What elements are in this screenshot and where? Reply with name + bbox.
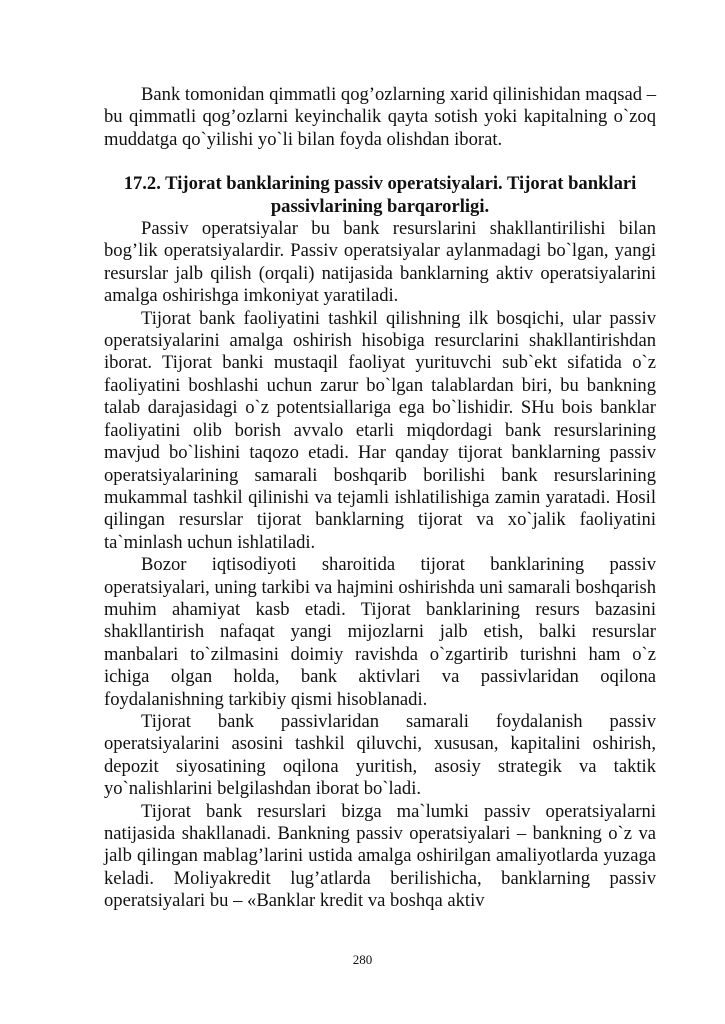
intro-paragraph: Bank tomonidan qimmatli qog’ozlarning xarid qilinishidan maqsad – bu qimmatli qog’ozlarni keyinchalik qayta sotish yoki kapitalning o`zoq muddatga qo`yilishi yo`li bilan foyda olishdan iborat. (104, 84, 656, 150)
section-spacer (104, 151, 656, 173)
paragraph-5: Tijorat bank resurslari bizga ma`lumki passiv operatsiyalarni natijasida shakllanadi. Bankning passiv operatsiyalari – bankning o`z va jalb qilingan mablag’larini ustida amalga oshirilgan amaliyotlarda yuzaga keladi. Moliyakredit lug’atlarda berilishicha, banklarning passiv operatsiyalari bu – «Banklar kredit va boshqa aktiv (104, 800, 656, 912)
section-heading: 17.2. Tijorat banklarining passiv operatsiyalari. Tijorat banklari passivlarining barqarorligi. (123, 173, 637, 217)
paragraph-4: Tijorat bank passivlaridan samarali foydalanish passiv operatsiyalarini asosini tashkil qiluvchi, xususan, kapitalini oshirish, depozit siyosatining oqilona yuritish, asosiy strategik va taktik yo`nalishlarini belgilashdan iborat bo`ladi. (104, 710, 656, 800)
paragraph-2: Tijorat bank faoliyatini tashkil qilishning ilk bosqichi, ular passiv operatsiyalarini amalga oshirish hisobiga resurclarini shakllantirishdan iborat. Tijorat banki mustaqil faoliyat yurituvchi sub`ekt sifatida o`z faoliyatini boshlashi uchun zarur bo`lgan talablardan biri, bu bankning talab darajasidagi o`z potentsiallariga ega bo`lishidir. SHu bois banklar faoliyatini olib borish avvalo etarli miqdordagi bank resurslarining mavjud bo`lishini taqozo etadi. Har qanday tijorat banklarning passiv operatsiyalarining samarali boshqarib borilishi bank resurslarining mukammal tashkil qilinishi va tejamli ishlatilishiga zamin yaratadi. Hosil qilingan resurslar tijorat banklarning tijorat va xo`jalik faoliyatini ta`minlash uchun ishlatiladi. (104, 307, 656, 553)
paragraph-1: Passiv operatsiyalar bu bank resurslarini shakllantirilishi bilan bog’lik operatsiyalardir. Passiv operatsiyalar aylanmadagi bo`lgan, yangi resurslar jalb qilish (orqali) natijasida banklarning aktiv operatsiyalarini amalga oshirishga imkoniyat yaratiladi. (104, 218, 656, 307)
paragraph-3: Bozor iqtisodiyoti sharoitida tijorat banklarining passiv operatsiyalari, uning tarkibi va hajmini oshirishda uni samarali boshqarish muhim ahamiyat kasb etadi. Tijorat banklarining resurs bazasini shakllantirish nafaqat yangi mijozlarni jalb etish, balki resurslar manbalari to`zilmasini doimiy ravishda o`zgartirib turishni ham o`z ichiga olgan holda, bank aktivlari va passivlaridan oqilona foydalanishning tarkibiy qismi hisoblanadi. (104, 554, 657, 710)
page-number: 280 (352, 952, 373, 967)
page-body (104, 84, 656, 913)
